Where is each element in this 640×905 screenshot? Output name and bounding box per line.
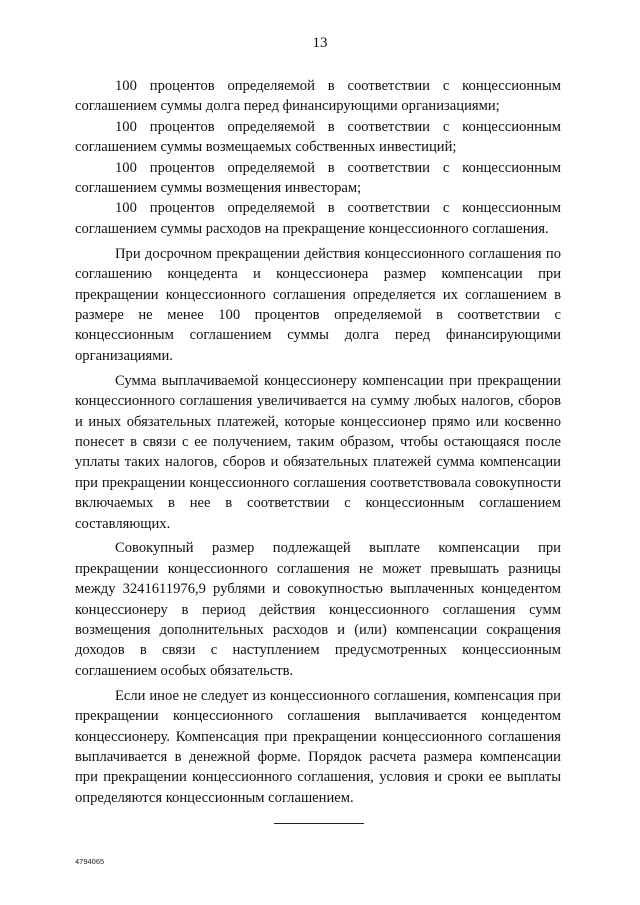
- footer-separator: [274, 823, 364, 824]
- paragraph: 100 процентов определяемой в соответствии с концессионным соглашением суммы долга перед финансирующими организациями;: [75, 78, 561, 115]
- document-code: 4794065: [75, 857, 105, 866]
- paragraph: Если иное не следует из концессионного соглашения, компенсация при прекращении концессионного соглашения выплачивается концедентом концессионеру. Компенсация при прекращении концессионного соглашения выплачивается в денежной форме. Порядок расчета размера компенсации при прекращении концессионного соглашения, условия и сроки ее выплаты определяются концессионным соглашением.: [75, 687, 561, 806]
- page-number: 13: [312, 35, 328, 51]
- paragraph: При досрочном прекращении действия концессионного соглашения по соглашению концедента и концессионера размер компенсации при прекращении концессионного соглашения определяется их соглашением в размере не менее 100 процентов определяемой в соответствии с концессионным соглашением суммы долга перед финансирующими организациями.: [75, 245, 561, 364]
- paragraph: 100 процентов определяемой в соответствии с концессионным соглашением суммы возмещения инвесторам;: [75, 159, 561, 197]
- paragraph: 100 процентов определяемой в соответствии с концессионным соглашением суммы расходов на прекращение концессионного соглашения.: [75, 200, 561, 237]
- paragraph: Сумма выплачиваемой концессионеру компенсации при прекращении концессионного соглашения увеличивается на сумму любых налогов, сборов и иных обязательных платежей, которые концессионер прямо или косвенно понесет в связи с ее получением, таким образом, чтобы остающаяся после уплаты таких налогов, сборов и обязательных платежей сумма компенсации при прекращении концессионного соглашения соответствовала совокупности включаемых в нее в соответствии с концессионным соглашением составляющих.: [75, 372, 561, 532]
- paragraph: 100 процентов определяемой в соответствии с концессионным соглашением суммы возмещаемых собственных инвестиций;: [75, 118, 561, 156]
- paragraph: Совокупный размер подлежащей выплате компенсации при прекращении концессионного соглашения не может превышать разницы между 3241611976,9 рублями и совокупностью выплаченных концедентом концессионеру в период действия концессионного соглашения сумм возмещения дополнительных расходов и (или) компенсации сокращения доходов в связи с наступлением предусмотренных концессионным соглашением особых обязательств.: [75, 540, 561, 679]
- document-body: [75, 76, 561, 808]
